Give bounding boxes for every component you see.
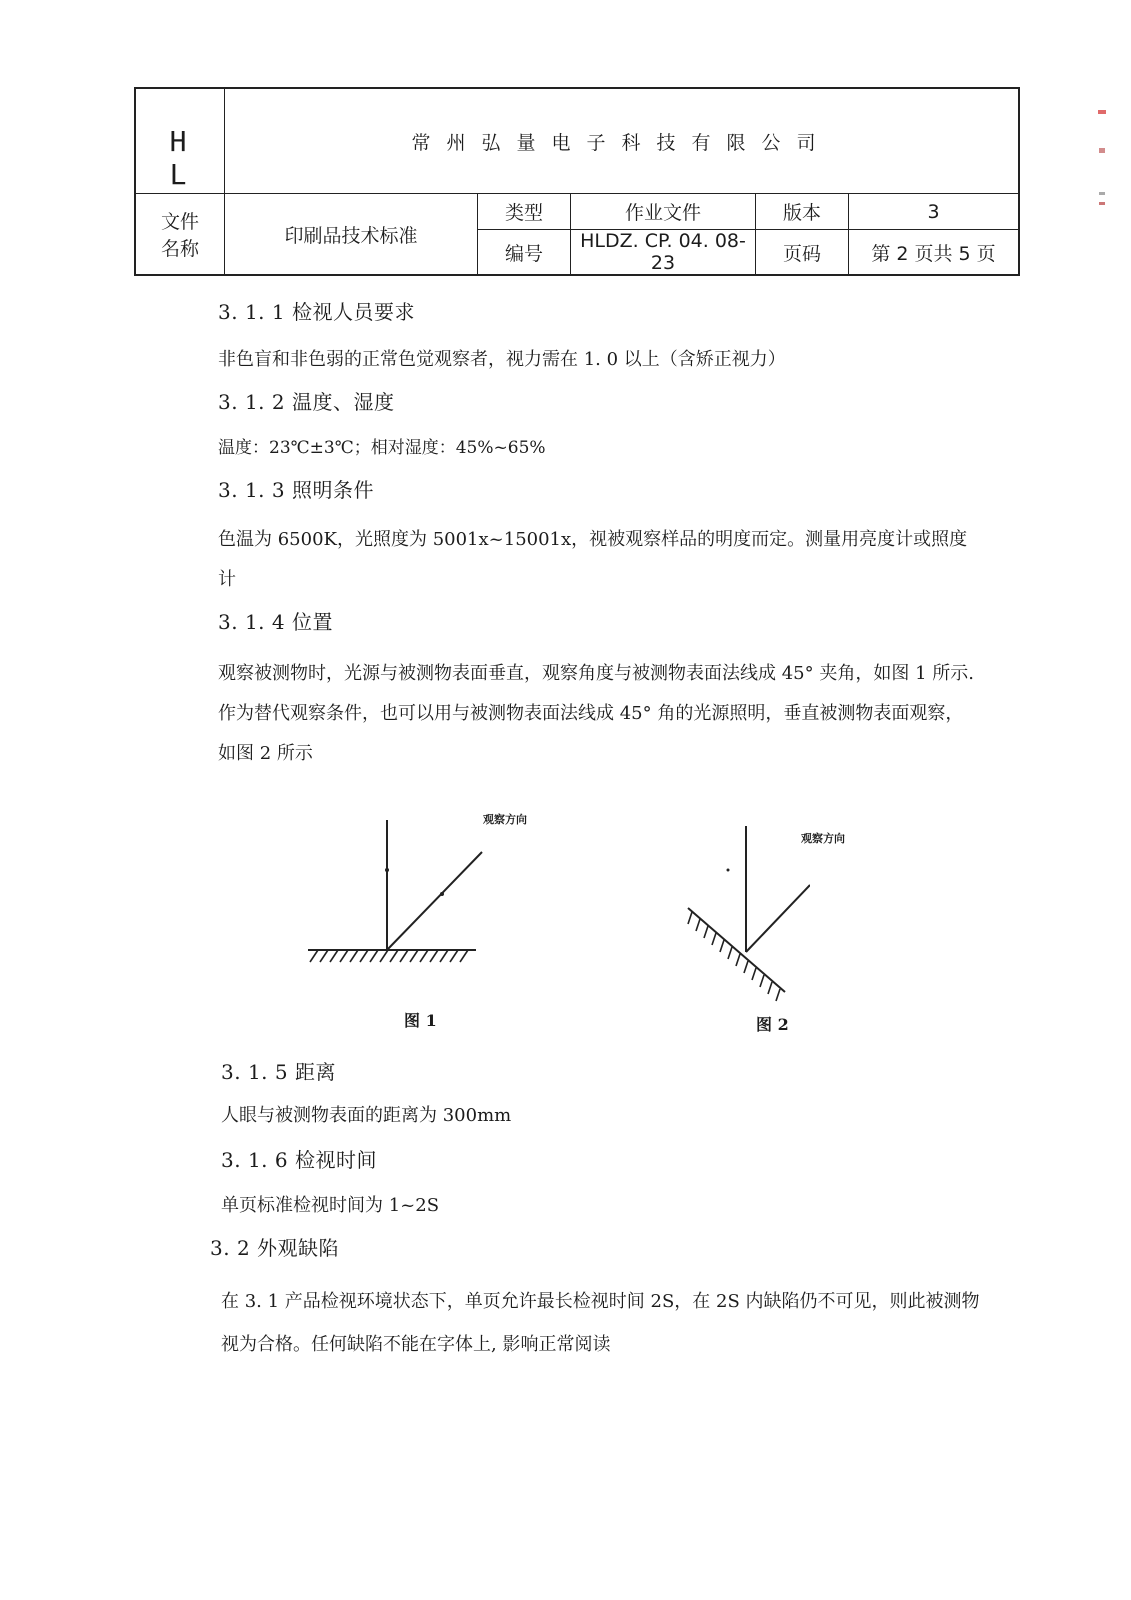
- version-label: 版本: [756, 194, 849, 230]
- logo-cell: [135, 88, 225, 194]
- code-value: HLDZ. CP. 04. 08-23: [571, 230, 756, 276]
- document-header-table: [134, 87, 1020, 276]
- section-3-1-2-title: 3. 1. 2 温度、湿度: [218, 390, 395, 414]
- section-3-1-2-text: 温度：23℃±3℃；相对湿度：45%~65%: [218, 438, 546, 458]
- figure-2-direction-label: 观察方向: [801, 832, 845, 845]
- section-3-2-title: 3. 2 外观缺陷: [210, 1236, 340, 1260]
- figure-2-diagram: [688, 826, 810, 1001]
- type-value: 作业文件: [571, 194, 756, 230]
- section-3-2-text: 在 3. 1 产品检视环境状态下，单页允许最长检视时间 2S，在 2S 内缺陷仍不可见，则此被测物视为合格。任何缺陷不能在字体上, 影响正常阅读: [221, 1291, 980, 1355]
- section-3-1-3-title: 3. 1. 3 照明条件: [218, 478, 374, 502]
- page-label: 页码: [756, 230, 849, 276]
- margin-mark: [1099, 148, 1105, 153]
- section-3-1-1-text: 非色盲和非色弱的正常色觉观察者，视力需在 1. 0 以上（含矫正视力）: [218, 349, 786, 370]
- logo-text: H L: [169, 125, 201, 191]
- section-3-1-6-title: 3. 1. 6 检视时间: [221, 1148, 377, 1172]
- observation-diagrams: [290, 800, 810, 1030]
- file-name-label-cell: [135, 194, 225, 276]
- figure-1-caption: 图 1: [404, 1011, 437, 1030]
- margin-mark: [1098, 110, 1106, 114]
- section-3-1-4-text: 观察被测物时，光源与被测物表面垂直，观察角度与被测物表面法线成 45° 夹角，如图 1 所示. 作为替代观察条件，也可以用与被测物表面法线成 45° 角的光源照明，垂直被测物表面观察，如图 2 所示: [218, 663, 974, 764]
- section-3-1-4-title: 3. 1. 4 位置: [218, 610, 333, 634]
- code-label: 编号: [478, 230, 571, 276]
- margin-mark: [1099, 202, 1105, 205]
- version-value: 3: [849, 194, 1020, 230]
- figure-1-direction-label: 观察方向: [483, 813, 527, 826]
- section-3-1-5-title: 3. 1. 5 距离: [221, 1060, 336, 1084]
- page-value: 第 2 页共 5 页: [849, 230, 1020, 276]
- type-label: 类型: [478, 194, 571, 230]
- margin-mark: [1099, 192, 1105, 195]
- company-name: 常州弘量电子科技有限公司: [225, 88, 1020, 194]
- file-name: 印刷品技术标准: [225, 194, 478, 276]
- section-3-1-3-text: 色温为 6500K，光照度为 5001x~15001x，视被观察样品的明度而定。测量用亮度计或照度计: [218, 529, 968, 590]
- section-3-1-5-text: 人眼与被测物表面的距离为 300mm: [221, 1105, 512, 1126]
- file-name-label: 文件名称: [160, 211, 199, 260]
- figure-1-diagram: [308, 820, 482, 962]
- section-3-1-6-text: 单页标准检视时间为 1~2S: [221, 1195, 440, 1216]
- figure-2-caption: 图 2: [756, 1015, 789, 1034]
- section-3-1-1-title: 3. 1. 1 检视人员要求: [218, 300, 415, 324]
